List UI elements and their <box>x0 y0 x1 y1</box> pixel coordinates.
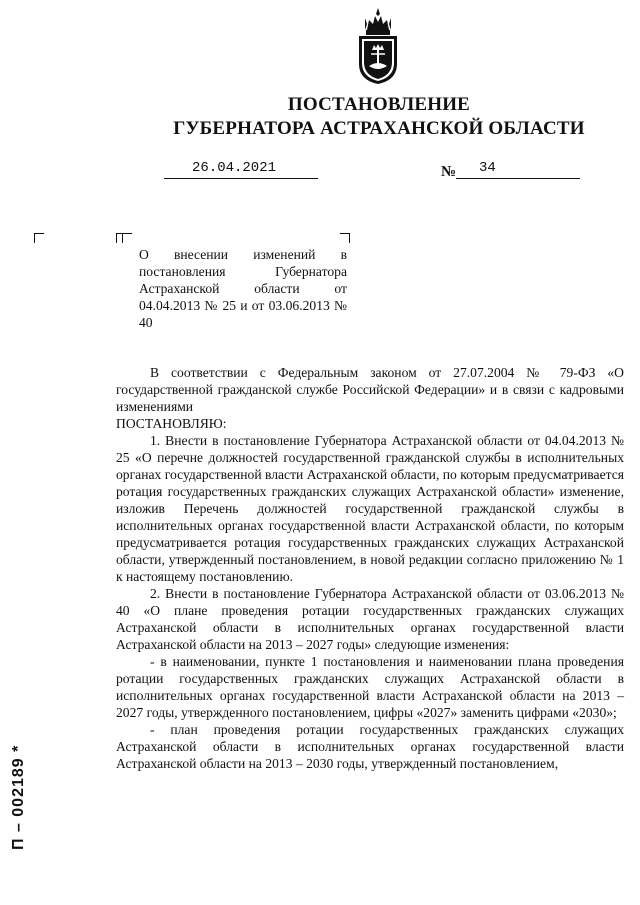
subitem-1-paragraph: - в наименовании, пункте 1 постановления и наименовании плана проведения ротации государственных гражданских служащих Астраханской области в исполнительных органах государственной власти Астраханской области на 2013 – 2027 годы, утвержденного постановлением, цифры «2027» заменить цифрами «2030»; <box>116 654 624 720</box>
document-number: 34 <box>479 160 496 176</box>
coat-of-arms-icon <box>351 6 405 86</box>
number-sign: № <box>441 164 457 180</box>
date-underline <box>164 178 318 179</box>
subitem-2-paragraph: - план проведения ротации государственных гражданских служащих Астраханской области в исполнительных органах государственной власти Астраханской области на 2013 – 2030 годы, утвержденный постановлением, <box>116 722 624 771</box>
decree-word: ПОСТАНОВЛЯЮ: <box>116 416 227 431</box>
registration-stamp: П – 002189 * <box>10 744 27 850</box>
document-body <box>116 364 624 772</box>
subject-corner-mark-left-inner <box>122 233 132 243</box>
document-subject: О внесении изменений в постановления Губернатора Астраханской области от 04.04.2013 № 25 и от 03.06.2013 № 40 <box>139 247 347 330</box>
subject-corner-mark-right <box>340 233 350 243</box>
document-type-title: ПОСТАНОВЛЕНИЕ <box>287 94 471 115</box>
number-underline <box>456 178 580 179</box>
item-1-paragraph: 1. Внести в постановление Губернатора Астраханской области от 04.04.2013 № 25 «О перечне должностей государственной гражданской службы в исполнительных органах государственной власти Астраханской области, по которым предусматривается ротация государственных гражданских служащих Астраханской области» изменение, изложив Перечень должностей государственной гражданской службы в исполнительных органах государственной власти Астраханской области, по которым предусматривается ротация государственных гражданских служащих Астраханской области, утвержденный постановлением, в новой редакции согласно приложению № 1 к настоящему постановлению. <box>116 433 624 584</box>
preamble-paragraph: В соответствии с Федеральным законом от 27.07.2004 № 79-ФЗ «О государственной гражданской службе Российской Федерации» и в связи с кадровыми изменениями <box>116 365 624 414</box>
document-date: 26.04.2021 <box>192 160 277 176</box>
item-2-paragraph: 2. Внести в постановление Губернатора Астраханской области от 03.06.2013 № 40 «О плане проведения ротации государственных гражданских служащих Астраханской области в исполнительных органах государственной власти Астраханской области на 2013 – 2027 годы» следующие изменения: <box>116 586 624 652</box>
left-corner-mark <box>34 233 44 243</box>
issuer-title: ГУБЕРНАТОРА АСТРАХАНСКОЙ ОБЛАСТИ <box>173 118 585 139</box>
